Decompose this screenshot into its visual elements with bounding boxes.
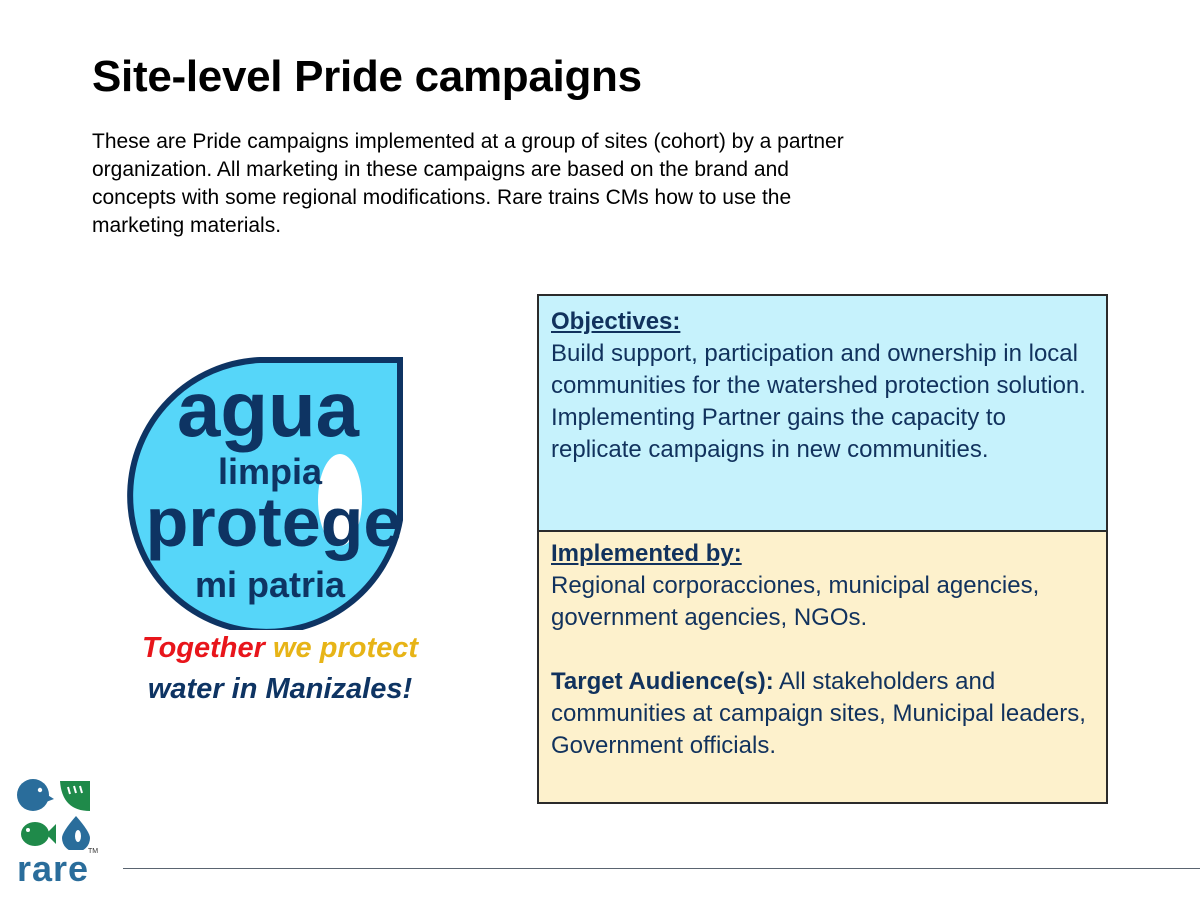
fish-icon [21, 822, 56, 846]
campaign-tagline [100, 628, 460, 710]
slide-intro: These are Pride campaigns implemented at a group of sites (cohort) by a partner organization. All marketing in these campaigns are based on the brand and concepts with some regional modifications. Rare trains CMs how to use the marketing materials. [92, 130, 844, 237]
implemented-panel [539, 532, 1106, 802]
logo-word-limpia: limpia [217, 451, 323, 492]
rare-wordmark: rare [17, 848, 90, 889]
tagline-water-in-manizales: water in Manizales! [147, 673, 413, 705]
logo-word-mi-patria: mi patria [194, 564, 346, 605]
campaign-logo [110, 340, 450, 630]
audience-label: Target Audience(s): [551, 668, 774, 695]
rare-logo [16, 778, 96, 850]
implemented-text: Regional corporacciones, municipal agencies, government agencies, NGOs. [551, 572, 1040, 631]
logo-word-agua: agua [176, 365, 360, 453]
slide-title: Site-level Pride campaigns [92, 52, 642, 101]
objectives-text: Build support, participation and ownership in local communities for the watershed protection solution. Implementing Partner gains the capacity to replicate campaigns in new communities. [551, 340, 1086, 463]
objectives-heading: Objectives: [551, 308, 681, 335]
audience-text: All stakeholders and communities at campaign sites, Municipal leaders, Government officials. [551, 668, 1086, 759]
implemented-heading: Implemented by: [551, 540, 742, 567]
drop-icon [62, 816, 90, 850]
info-box [537, 294, 1108, 804]
tagline-we-protect: we protect [273, 632, 419, 664]
face-icon [17, 779, 54, 811]
footer-divider [123, 868, 1200, 869]
tagline-together: Together [141, 632, 265, 664]
logo-word-protege: protege [145, 483, 403, 561]
leaf-icon [60, 781, 90, 811]
objectives-panel [539, 296, 1106, 532]
rare-trademark: TM [88, 848, 99, 855]
